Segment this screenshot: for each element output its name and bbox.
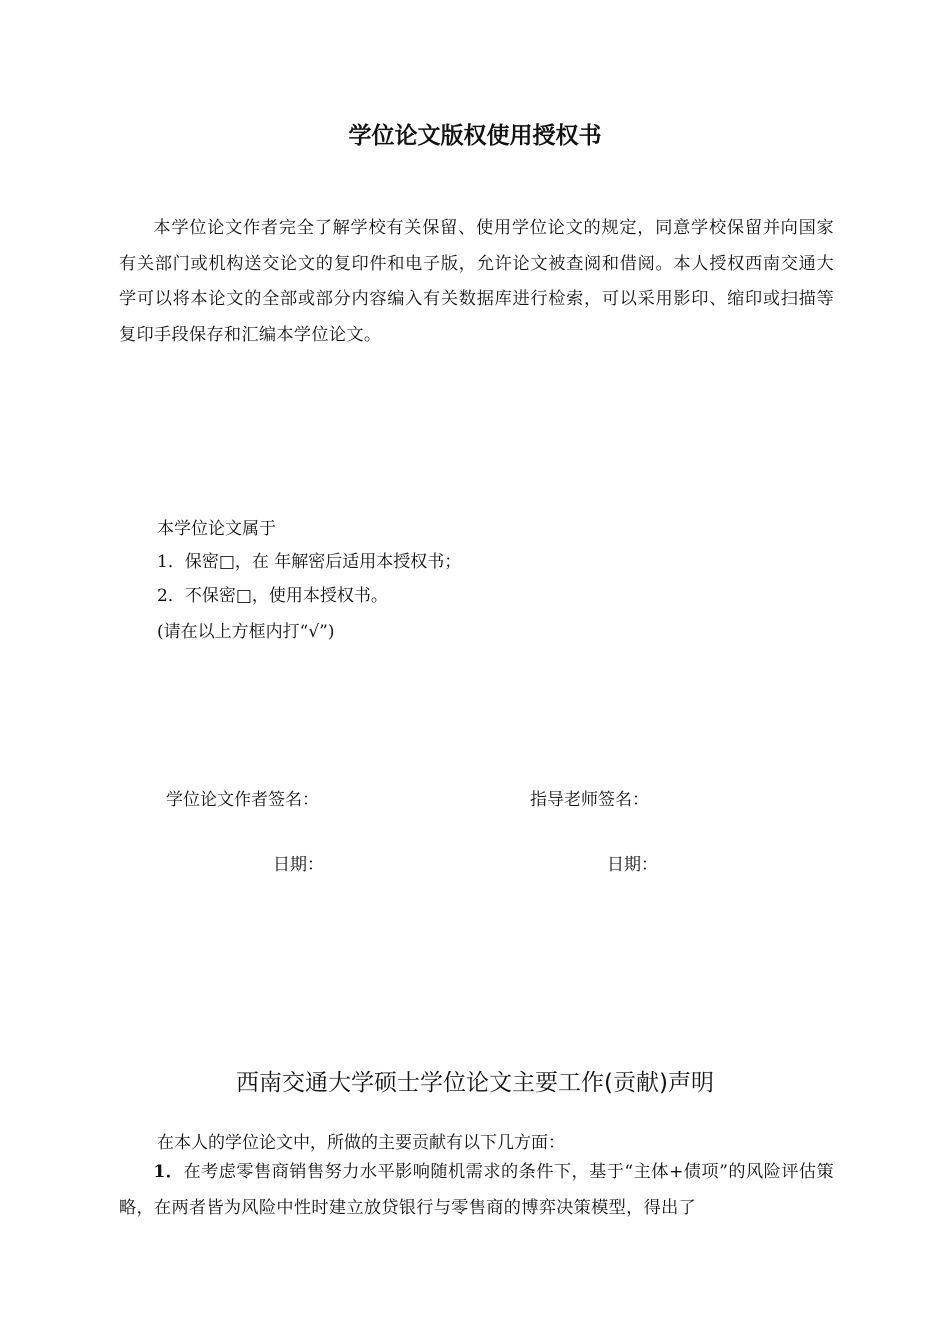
contribution-title: 西南交通大学硕士学位论文主要工作(贡献)声明	[236, 1070, 714, 1096]
advisor-signature-label: 指导老师签名：	[530, 790, 649, 810]
belongs-label: 本学位论文属于	[157, 519, 276, 539]
contribution-item-1-number: 1．	[153, 1162, 184, 1182]
author-date-label: 日期：	[273, 855, 324, 875]
option-not-confidential: 2．不保密□，使用本授权书。	[157, 586, 388, 606]
authorization-title: 学位论文版权使用授权书	[348, 123, 602, 149]
authorization-body: 本学位论文作者完全了解学校有关保留、使用学位论文的规定，同意学校保留并向国家有关部门或机构送交论文的复印件和电子版，允许论文被查阅和借阅。本人授权西南交通大学可以将本论文的全部或部分内容编入有关数据库进行检索，可以采用影印、缩印或扫描等复印手段保存和汇编本学位论文。	[119, 218, 834, 345]
checkbox-instruction: (请在以上方框内打“√”)	[157, 622, 335, 642]
contribution-item-1	[119, 1155, 834, 1226]
option-confidential: 1．保密□，在 年解密后适用本授权书；	[157, 552, 462, 572]
contribution-item-1-text: 在考虑零售商销售努力水平影响随机需求的条件下，基于“主体+债项”的风险评估策略，在两者皆为风险中性时建立放贷银行与零售商的博弈决策模型，得出了	[119, 1162, 834, 1218]
author-signature-label: 学位论文作者签名：	[166, 790, 319, 810]
advisor-date-label: 日期：	[607, 855, 658, 875]
contribution-intro: 在本人的学位论文中，所做的主要贡献有以下几方面：	[157, 1133, 565, 1153]
